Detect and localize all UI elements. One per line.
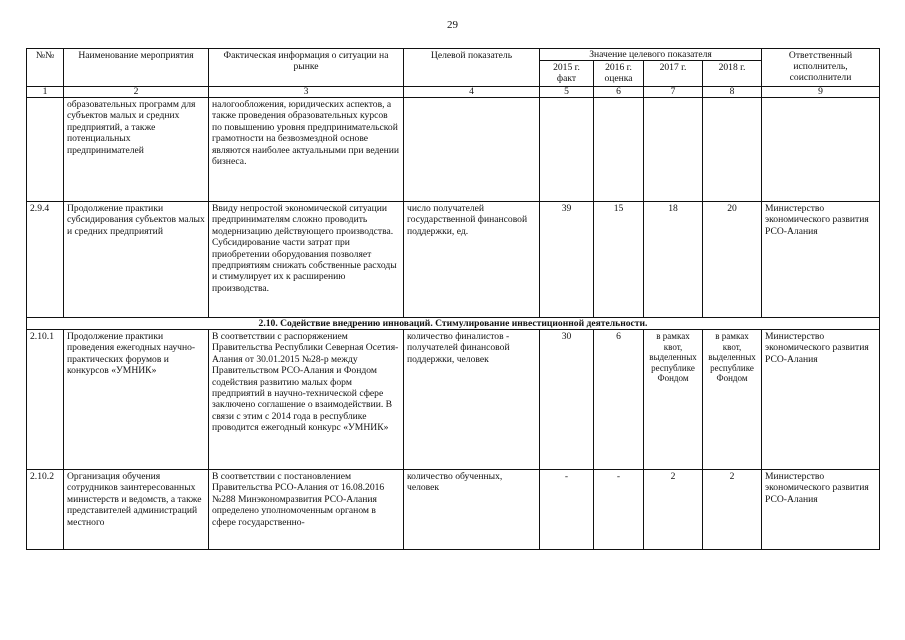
row-info: В соответствии с постановлением Правительства РСО-Алания от 16.08.2016 №288 Минэкономразвития РСО-Алания определено уполномоченным органом в сфере государственно- (209, 470, 404, 550)
row-responsible: Министерство экономического развития РСО-Алания (762, 330, 880, 470)
column-number: 9 (762, 87, 880, 98)
row-name: Организация обучения сотрудников заинтересованных министерств и ведомств, а также представителей администраций местного (64, 470, 209, 550)
row-2016: 6 (594, 330, 644, 470)
section-title: 2.10. Содействие внедрению инноваций. Стимулирование инвестиционной деятельности. (27, 318, 880, 330)
table-row (27, 470, 880, 550)
row-2017: в рамках квот, выделенных республике Фондом (644, 330, 703, 470)
column-number: 2 (64, 87, 209, 98)
table-row (27, 98, 880, 202)
row-2017 (644, 98, 703, 202)
header-info: Фактическая информация о ситуации на рынке (209, 49, 404, 87)
header-2017: 2017 г. (644, 61, 703, 87)
header-2016: 2016 г. оценка (594, 61, 644, 87)
row-2015 (540, 98, 594, 202)
header-responsible: Ответственный исполнитель, соисполнители (762, 49, 880, 87)
row-2017: 18 (644, 202, 703, 318)
column-number: 4 (404, 87, 540, 98)
header-2015: 2015 г. факт (540, 61, 594, 87)
row-2017: 2 (644, 470, 703, 550)
row-name: Продолжение практики проведения ежегодных научно-практических форумов и конкурсов «УМНИК» (64, 330, 209, 470)
target-indicators-table (26, 48, 880, 550)
row-target: число получателей государственной финансовой поддержки, ед. (404, 202, 540, 318)
row-target: количество обученных, человек (404, 470, 540, 550)
row-2016: - (594, 470, 644, 550)
row-responsible: Министерство экономического развития РСО-Алания (762, 470, 880, 550)
row-2018: 2 (703, 470, 762, 550)
row-num: 2.10.2 (27, 470, 64, 550)
column-number: 8 (703, 87, 762, 98)
row-num: 2.10.1 (27, 330, 64, 470)
row-num: 2.9.4 (27, 202, 64, 318)
row-2016: 15 (594, 202, 644, 318)
row-2015: - (540, 470, 594, 550)
table-row (27, 330, 880, 470)
header-2018: 2018 г. (703, 61, 762, 87)
header-values-group: Значение целевого показателя (540, 49, 762, 61)
header-row (27, 49, 880, 61)
row-2015: 39 (540, 202, 594, 318)
section-header-row (27, 318, 880, 330)
row-num (27, 98, 64, 202)
row-responsible (762, 98, 880, 202)
row-2015: 30 (540, 330, 594, 470)
page-number: 29 (447, 19, 458, 31)
row-target (404, 98, 540, 202)
column-number: 3 (209, 87, 404, 98)
row-2018: в рамках квот, выделенных республике Фондом (703, 330, 762, 470)
header-num: №№ (27, 49, 64, 87)
row-2018 (703, 98, 762, 202)
row-info: налогообложения, юридических аспектов, а также проведения образовательных курсов по повышению уровня предпринимательской грамотности на безвозмездной основе являются наиболее актуальными при ведении бизнеса. (209, 98, 404, 202)
column-number: 6 (594, 87, 644, 98)
column-number: 7 (644, 87, 703, 98)
row-2018: 20 (703, 202, 762, 318)
header-target: Целевой показатель (404, 49, 540, 87)
column-number: 5 (540, 87, 594, 98)
column-number-row (27, 87, 880, 98)
row-info: В соответствии с распоряжением Правительства Республики Северная Осетия-Алания от 30.01.2015 №28-р между Правительством РСО-Алания и Фондом содействия развитию малых форм предприятий в научно-технической сфере заключено соглашение о взаимодействии. В связи с этим с 2014 года в республике проводится ежегодный конкурс «УМНИК» (209, 330, 404, 470)
row-info: Ввиду непростой экономической ситуации предпринимателям сложно проводить модернизацию действующего производства. Субсидирование части затрат при приобретении оборудования позволяет предприятиям снижать собственные расходы и стимулирует их к расширению производства. (209, 202, 404, 318)
header-name: Наименование мероприятия (64, 49, 209, 87)
row-responsible: Министерство экономического развития РСО-Алания (762, 202, 880, 318)
row-name: образовательных программ для субъектов малых и средних предприятий, а также потенциальных предпринимателей (64, 98, 209, 202)
row-2016 (594, 98, 644, 202)
row-target: количество финалистов - получателей финансовой поддержки, человек (404, 330, 540, 470)
column-number: 1 (27, 87, 64, 98)
table-row (27, 202, 880, 318)
row-name: Продолжение практики субсидирования субъектов малых и средних предприятий (64, 202, 209, 318)
